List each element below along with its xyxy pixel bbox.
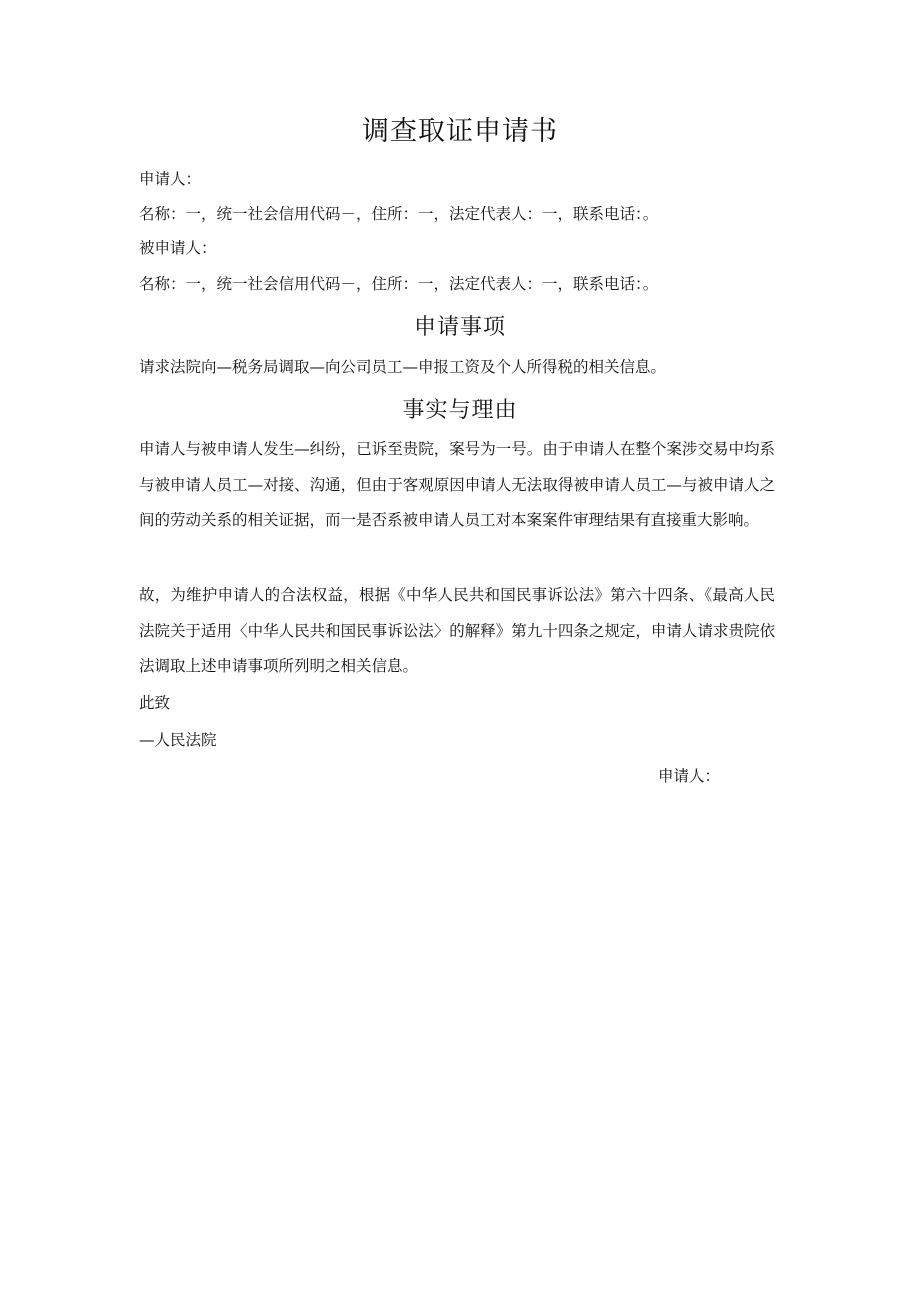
facts-paragraph-1: 申请人与被申请人发生—纠纷，已诉至贵院，案号为一号。由于申请人在整个案涉交易中均系与被申请人员工—对接、沟通，但由于客观原因申请人无法取得被申请人员工—与被申请人之间的劳动关系的相关证据，而一是否系被申请人员工对本案案件审理结果有直接重大影响。 <box>139 440 775 529</box>
respondent-info: 名称：一，统一社会信用代码－，住所：一，法定代表人：一，联系电话：。 <box>139 275 659 293</box>
court-addressee: —人民法院 <box>139 731 217 749</box>
respondent-label: 被申请人： <box>139 239 217 257</box>
section-facts-title: 事实与理由 <box>402 398 518 423</box>
closing-salutation: 此致 <box>139 694 171 712</box>
signature-label: 申请人： <box>658 767 721 785</box>
facts-paragraph-2: 故，为维护申请人的合法权益，根据《中华人民共和国民事诉讼法》第六十四条、《最高人民法院关于适用〈中华人民共和国民事诉讼法〉的解释》第九十四条之规定，申请人请求贵院依法调取上述申请事项所列明之相关信息。 <box>139 586 775 675</box>
section-request-title: 申请事项 <box>413 315 506 340</box>
applicant-label: 申请人： <box>139 170 202 188</box>
applicant-info: 名称：一，统一社会信用代码－，住所：一，法定代表人：一，联系电话：。 <box>139 205 659 223</box>
document-title: 调查取证申请书 <box>362 116 558 147</box>
request-text: 请求法院向—税务局调取—向公司员工—申报工资及个人所得税的相关信息。 <box>139 358 667 376</box>
